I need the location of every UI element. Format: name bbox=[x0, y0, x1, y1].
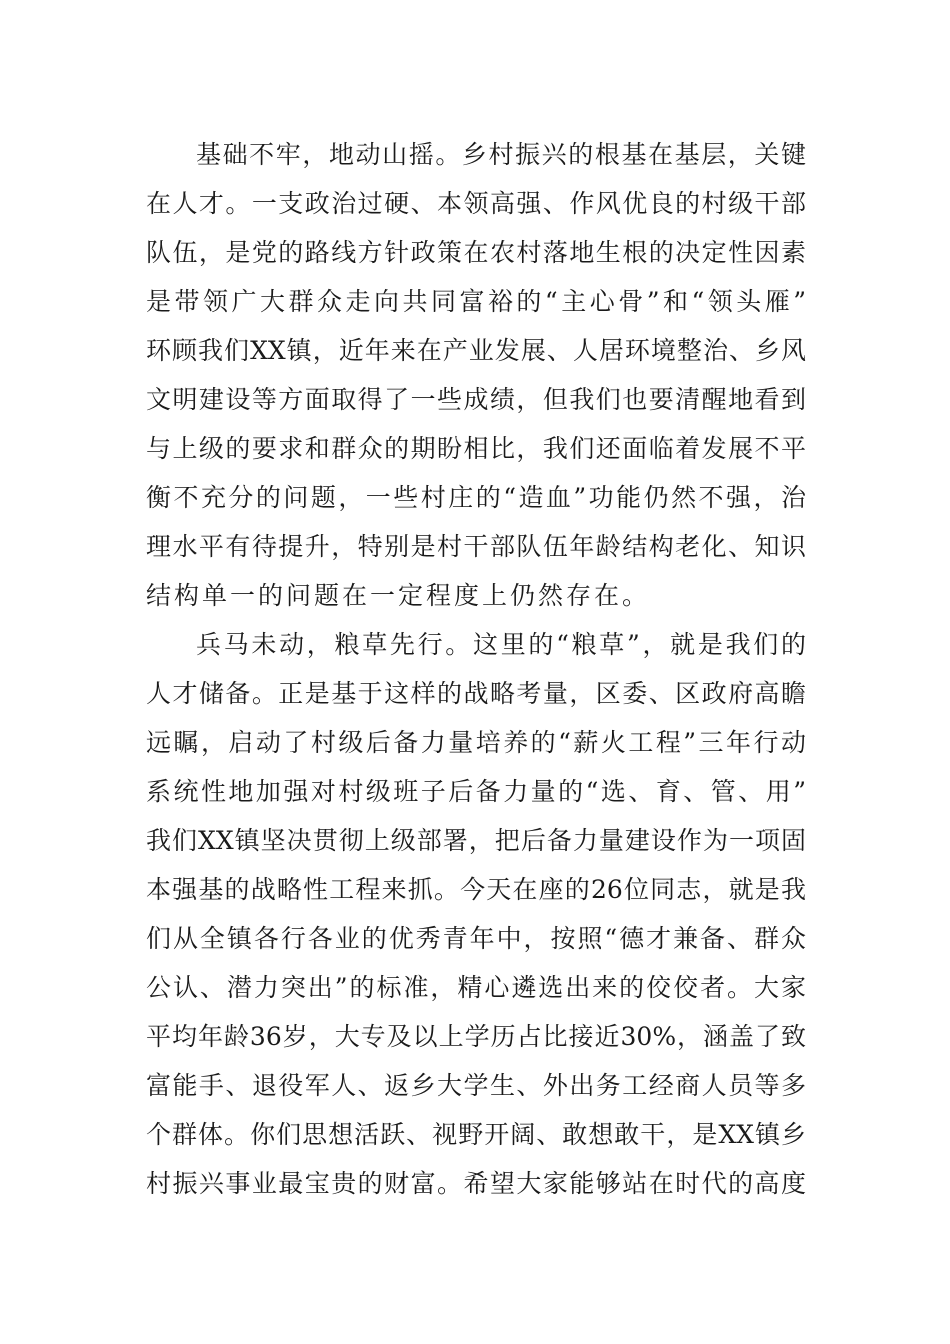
text-line: 人才储备。正是基于这样的战略考量，区委、区政府高瞻 bbox=[146, 679, 806, 708]
text-line: 村振兴事业最宝贵的财富。希望大家能够站在时代的高度 bbox=[146, 1169, 806, 1198]
text-line: 基础不牢，地动山摇。乡村振兴的根基在基层，关键 bbox=[196, 140, 806, 169]
text-line: 在人才。一支政治过硬、本领高强、作风优良的村级干部 bbox=[146, 189, 806, 218]
text-line: 是带领广大群众走向共同富裕的“主心骨”和“领头雁” bbox=[146, 287, 806, 316]
paragraph-1 bbox=[146, 130, 806, 620]
document-body bbox=[146, 130, 806, 1208]
text-line: 兵马未动，粮草先行。这里的“粮草”，就是我们的 bbox=[196, 630, 806, 659]
text-line: 队伍，是党的路线方针政策在农村落地生根的决定性因素 bbox=[146, 238, 806, 267]
text-line: 公认、潜力突出”的标准，精心遴选出来的佼佼者。大家 bbox=[146, 973, 806, 1002]
text-line: 衡不充分的问题，一些村庄的“造血”功能仍然不强，治 bbox=[146, 483, 806, 512]
text-line: 们从全镇各行各业的优秀青年中，按照“德才兼备、群众 bbox=[146, 924, 806, 953]
text-line: 理水平有待提升，特别是村干部队伍年龄结构老化、知识 bbox=[146, 532, 806, 561]
text-line: 个群体。你们思想活跃、视野开阔、敢想敢干，是XX镇乡 bbox=[146, 1120, 806, 1149]
text-line-last: 结构单一的问题在一定程度上仍然存在。 bbox=[146, 581, 651, 610]
paragraph-2 bbox=[146, 620, 806, 1208]
text-line: 我们XX镇坚决贯彻上级部署，把后备力量建设作为一项固 bbox=[146, 826, 806, 855]
text-line: 平均年龄36岁，大专及以上学历占比接近30%，涵盖了致 bbox=[146, 1022, 806, 1051]
text-line: 环顾我们XX镇，近年来在产业发展、人居环境整治、乡风 bbox=[146, 336, 806, 365]
text-line: 远瞩，启动了村级后备力量培养的“薪火工程”三年行动 bbox=[146, 728, 806, 757]
text-line: 富能手、退役军人、返乡大学生、外出务工经商人员等多 bbox=[146, 1071, 806, 1100]
text-line: 与上级的要求和群众的期盼相比，我们还面临着发展不平 bbox=[146, 434, 806, 463]
text-line: 文明建设等方面取得了一些成绩，但我们也要清醒地看到 bbox=[146, 385, 806, 414]
text-line: 本强基的战略性工程来抓。今天在座的26位同志，就是我 bbox=[146, 875, 806, 904]
text-line: 系统性地加强对村级班子后备力量的“选、育、管、用” bbox=[146, 777, 806, 806]
